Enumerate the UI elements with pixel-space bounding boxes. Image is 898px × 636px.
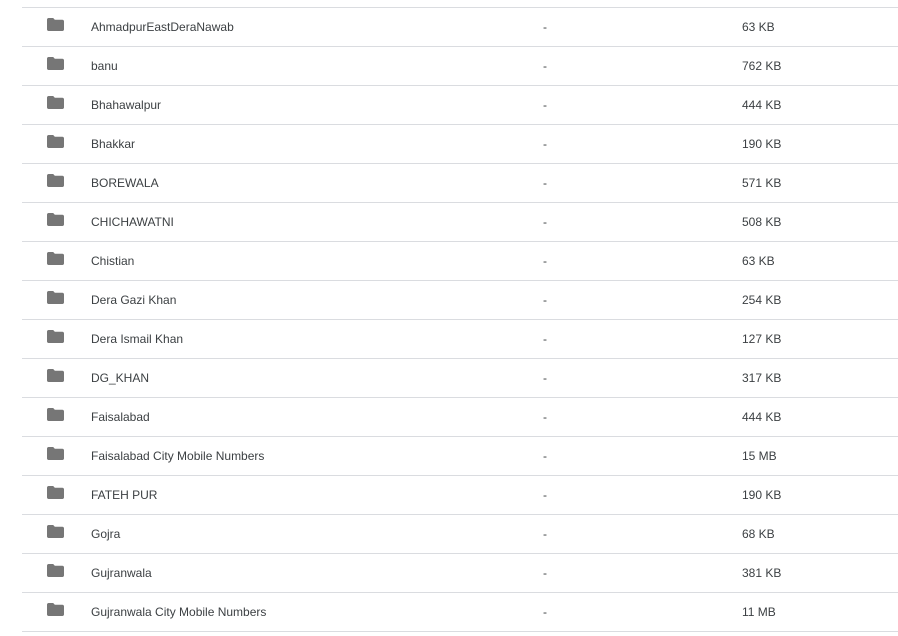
folder-icon	[47, 408, 64, 421]
file-row[interactable]	[22, 437, 898, 476]
file-size: 11 MB	[742, 605, 776, 619]
folder-icon	[47, 447, 64, 460]
file-size: 571 KB	[742, 176, 782, 190]
file-modified: -	[543, 488, 547, 502]
file-name[interactable]: Dera Gazi Khan	[91, 293, 177, 307]
file-row[interactable]	[22, 515, 898, 554]
folder-icon	[47, 135, 64, 148]
file-row[interactable]	[22, 281, 898, 320]
file-modified: -	[543, 449, 547, 463]
file-name[interactable]: FATEH PUR	[91, 488, 158, 502]
file-size: 190 KB	[742, 488, 782, 502]
file-name[interactable]: AhmadpurEastDeraNawab	[91, 20, 234, 34]
file-name[interactable]: Gojra	[91, 527, 121, 541]
file-size: 63 KB	[742, 254, 775, 268]
file-modified: -	[543, 566, 547, 580]
file-modified: -	[543, 59, 547, 73]
file-size: 762 KB	[742, 59, 782, 73]
file-size: 444 KB	[742, 410, 782, 424]
file-list	[22, 7, 898, 632]
file-size: 63 KB	[742, 20, 775, 34]
file-row[interactable]	[22, 320, 898, 359]
file-modified: -	[543, 176, 547, 190]
file-row[interactable]	[22, 554, 898, 593]
file-size: 68 KB	[742, 527, 775, 541]
folder-icon	[47, 252, 64, 265]
file-row[interactable]	[22, 8, 898, 47]
file-row[interactable]	[22, 593, 898, 632]
file-size: 254 KB	[742, 293, 782, 307]
file-row[interactable]	[22, 203, 898, 242]
file-modified: -	[543, 605, 547, 619]
folder-icon	[47, 174, 64, 187]
folder-icon	[47, 291, 64, 304]
file-name[interactable]: BOREWALA	[91, 176, 159, 190]
file-name[interactable]: banu	[91, 59, 118, 73]
file-row[interactable]	[22, 164, 898, 203]
folder-icon	[47, 486, 64, 499]
file-row[interactable]	[22, 125, 898, 164]
file-name[interactable]: Bhahawalpur	[91, 98, 162, 112]
file-name[interactable]: Gujranwala City Mobile Numbers	[91, 605, 267, 619]
file-modified: -	[543, 527, 547, 541]
folder-icon	[47, 564, 64, 577]
folder-icon	[47, 213, 64, 226]
folder-icon	[47, 57, 64, 70]
file-modified: -	[543, 137, 547, 151]
file-modified: -	[543, 254, 547, 268]
file-modified: -	[543, 332, 547, 346]
file-row[interactable]	[22, 398, 898, 437]
file-row[interactable]	[22, 476, 898, 515]
file-size: 444 KB	[742, 98, 782, 112]
file-name[interactable]: Dera Ismail Khan	[91, 332, 184, 346]
file-modified: -	[543, 371, 547, 385]
file-modified: -	[543, 293, 547, 307]
file-size: 127 KB	[742, 332, 782, 346]
file-row[interactable]	[22, 86, 898, 125]
folder-icon	[47, 603, 64, 616]
file-name[interactable]: CHICHAWATNI	[91, 215, 174, 229]
file-size: 508 KB	[742, 215, 782, 229]
file-size: 317 KB	[742, 371, 782, 385]
file-modified: -	[543, 215, 547, 229]
file-modified: -	[543, 410, 547, 424]
file-name[interactable]: Chistian	[91, 254, 135, 268]
file-size: 190 KB	[742, 137, 782, 151]
file-row[interactable]	[22, 47, 898, 86]
folder-icon	[47, 96, 64, 109]
file-name[interactable]: Faisalabad	[91, 410, 150, 424]
file-modified: -	[543, 20, 547, 34]
file-name[interactable]: Bhakkar	[91, 137, 136, 151]
file-name[interactable]: DG_KHAN	[91, 371, 150, 385]
file-size: 381 KB	[742, 566, 782, 580]
file-row[interactable]	[22, 359, 898, 398]
folder-icon	[47, 369, 64, 382]
file-size: 15 MB	[742, 449, 777, 463]
file-row[interactable]	[22, 242, 898, 281]
folder-icon	[47, 18, 64, 31]
file-name[interactable]: Faisalabad City Mobile Numbers	[91, 449, 265, 463]
folder-icon	[47, 525, 64, 538]
file-modified: -	[543, 98, 547, 112]
file-name[interactable]: Gujranwala	[91, 566, 152, 580]
folder-icon	[47, 330, 64, 343]
